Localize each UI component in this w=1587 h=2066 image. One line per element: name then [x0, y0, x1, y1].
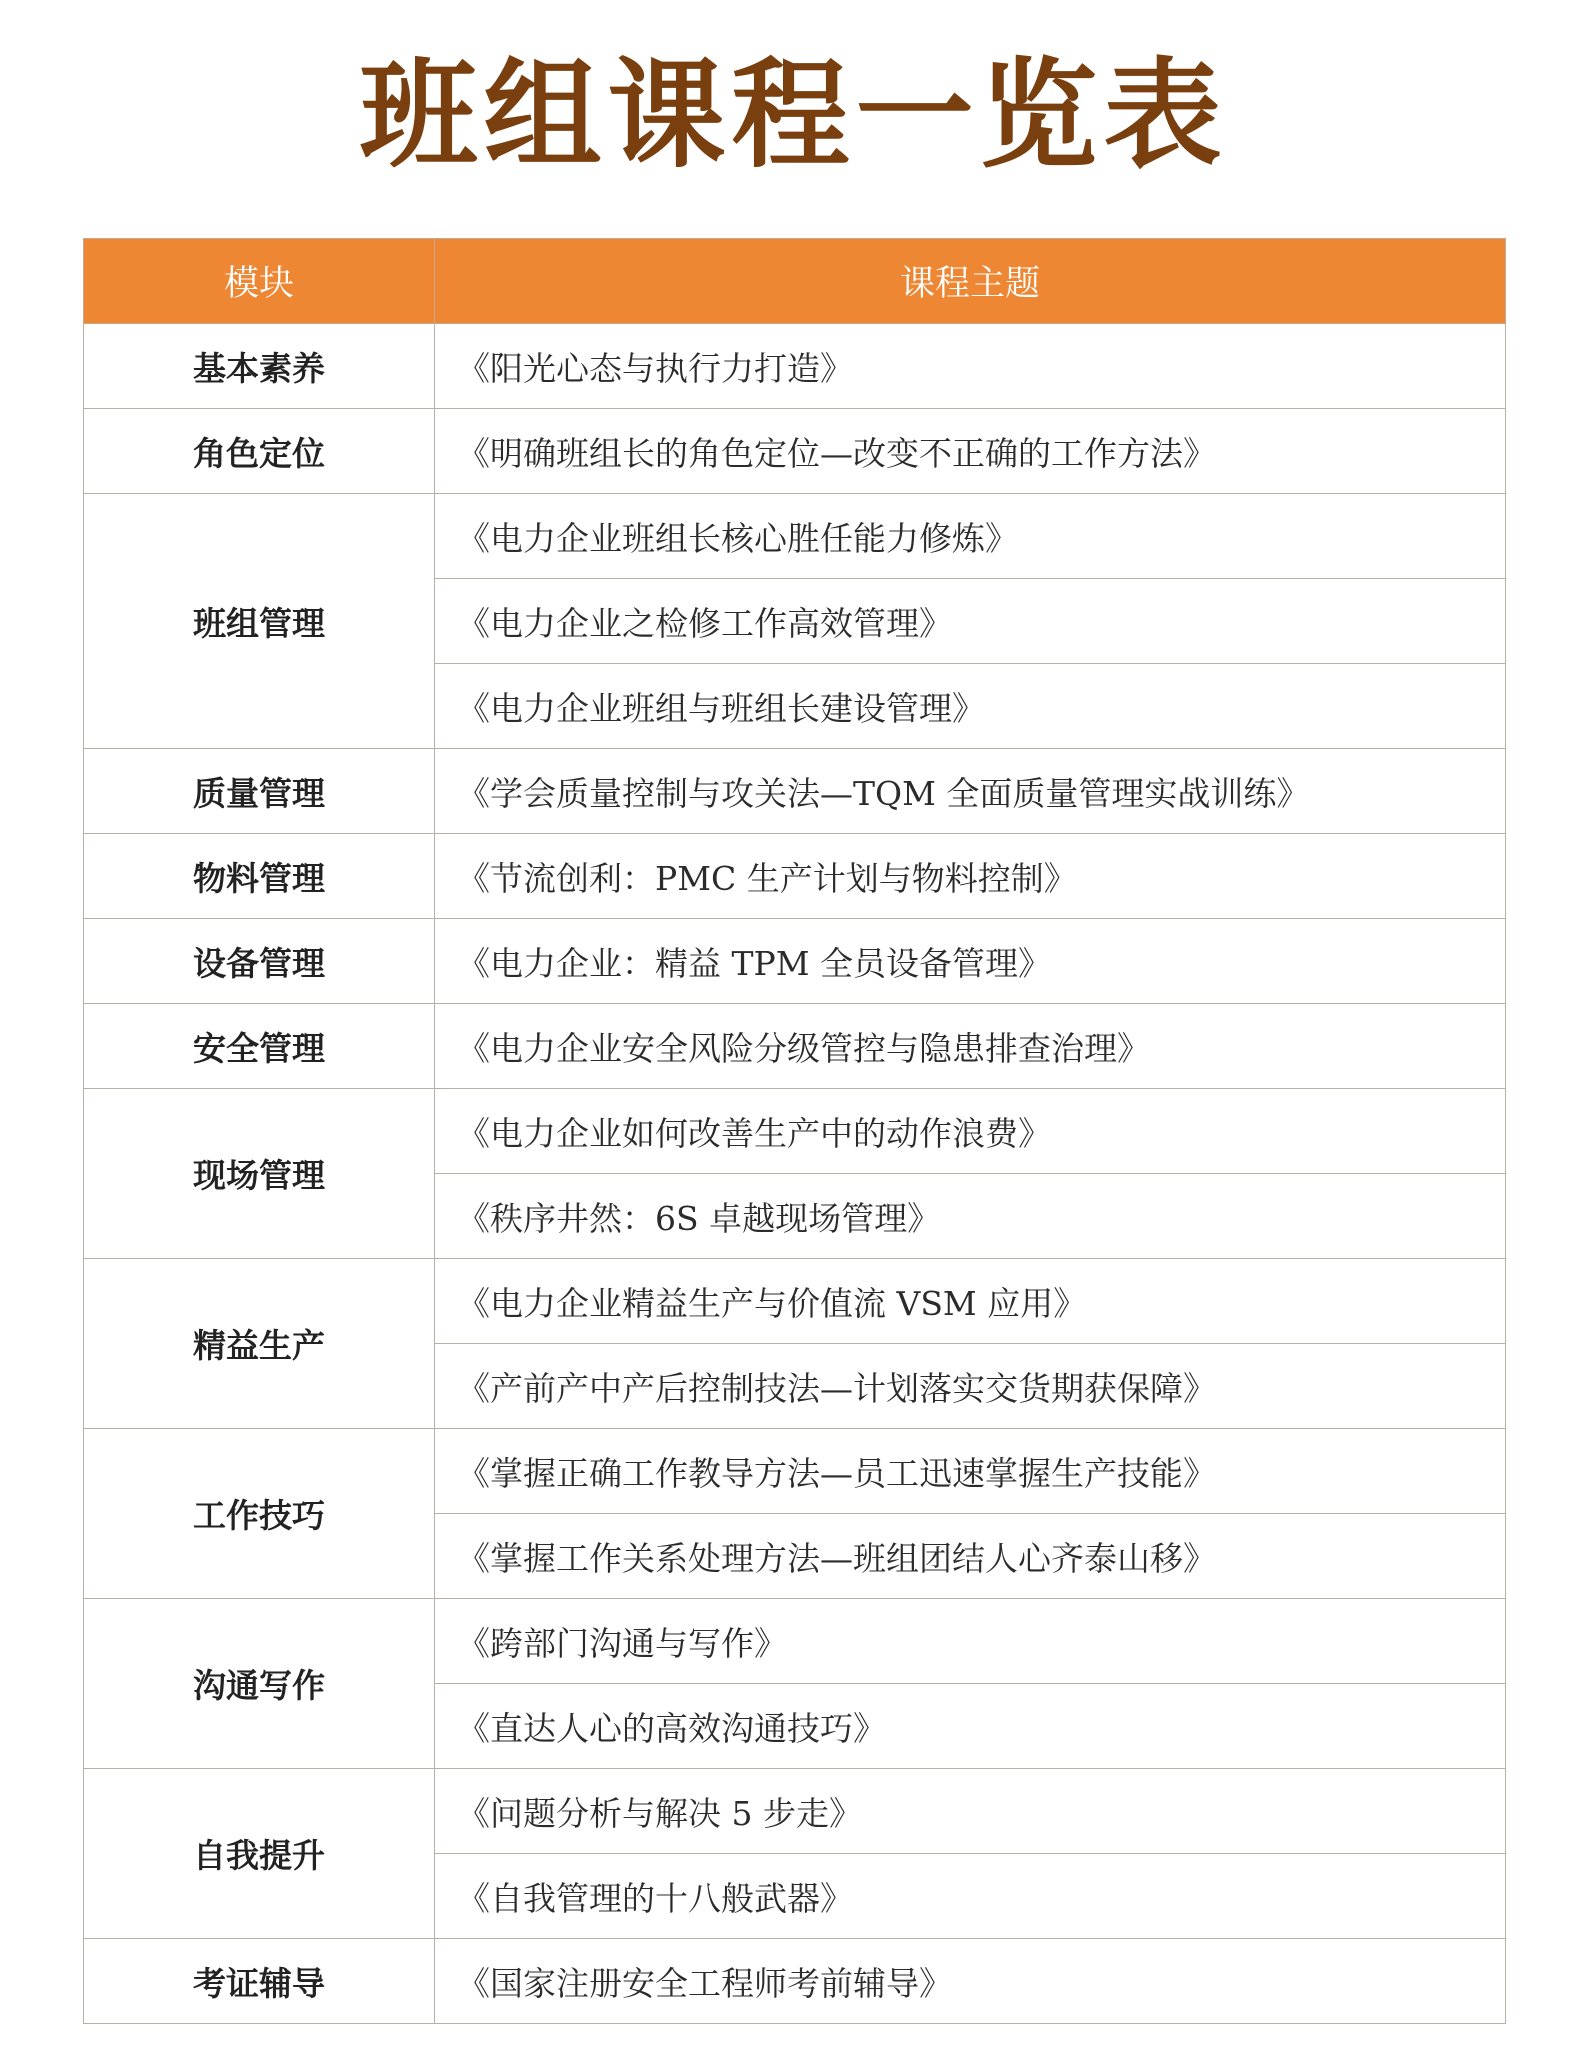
module-cell: 设备管理: [84, 919, 435, 1004]
module-cell: 班组管理: [84, 494, 435, 749]
table-row: [84, 1769, 1506, 1854]
topic-cell: 《电力企业如何改善生产中的动作浪费》: [435, 1089, 1506, 1174]
topic-cell: 《电力企业之检修工作高效管理》: [435, 579, 1506, 664]
topic-cell: 《电力企业精益生产与价值流 VSM 应用》: [435, 1259, 1506, 1344]
topic-cell: 《电力企业：精益 TPM 全员设备管理》: [435, 919, 1506, 1004]
table-row: [84, 1939, 1506, 2024]
topic-cell: 《秩序井然：6S 卓越现场管理》: [435, 1174, 1506, 1259]
module-cell: 基本素养: [84, 324, 435, 409]
table-row: [84, 1004, 1506, 1089]
topic-cell: 《学会质量控制与攻关法—TQM 全面质量管理实战训练》: [435, 749, 1506, 834]
table-row: [84, 1429, 1506, 1514]
module-cell: 精益生产: [84, 1259, 435, 1429]
topic-cell: 《自我管理的十八般武器》: [435, 1854, 1506, 1939]
table-row: [84, 1599, 1506, 1684]
table-row: [84, 494, 1506, 579]
table-row: [84, 919, 1506, 1004]
module-cell: 现场管理: [84, 1089, 435, 1259]
topic-cell: 《节流创利：PMC 生产计划与物料控制》: [435, 834, 1506, 919]
topic-cell: 《国家注册安全工程师考前辅导》: [435, 1939, 1506, 2024]
table-row: [84, 1259, 1506, 1344]
module-cell: 物料管理: [84, 834, 435, 919]
topic-cell: 《电力企业班组与班组长建设管理》: [435, 664, 1506, 749]
module-cell: 自我提升: [84, 1769, 435, 1939]
table-row: [84, 324, 1506, 409]
table-row: [84, 409, 1506, 494]
table-header-row: [84, 239, 1506, 324]
topic-cell: 《电力企业班组长核心胜任能力修炼》: [435, 494, 1506, 579]
table-row: [84, 749, 1506, 834]
page-title: 班组课程一览表: [359, 46, 1228, 184]
topic-cell: 《产前产中产后控制技法—计划落实交货期获保障》: [435, 1344, 1506, 1429]
table-row: [84, 834, 1506, 919]
topic-cell: 《掌握工作关系处理方法—班组团结人心齐泰山移》: [435, 1514, 1506, 1599]
module-cell: 考证辅导: [84, 1939, 435, 2024]
topic-cell: 《掌握正确工作教导方法—员工迅速掌握生产技能》: [435, 1429, 1506, 1514]
module-cell: 质量管理: [84, 749, 435, 834]
module-cell: 安全管理: [84, 1004, 435, 1089]
module-cell: 沟通写作: [84, 1599, 435, 1769]
module-cell: 角色定位: [84, 409, 435, 494]
course-table: [83, 238, 1506, 2024]
topic-cell: 《问题分析与解决 5 步走》: [435, 1769, 1506, 1854]
topic-cell: 《电力企业安全风险分级管控与隐患排查治理》: [435, 1004, 1506, 1089]
module-cell: 工作技巧: [84, 1429, 435, 1599]
module-column-header: 模块: [84, 239, 435, 324]
topic-cell: 《直达人心的高效沟通技巧》: [435, 1684, 1506, 1769]
topic-cell: 《跨部门沟通与写作》: [435, 1599, 1506, 1684]
topic-cell: 《阳光心态与执行力打造》: [435, 324, 1506, 409]
topic-cell: 《明确班组长的角色定位—改变不正确的工作方法》: [435, 409, 1506, 494]
topic-column-header: 课程主题: [435, 239, 1506, 324]
table-row: [84, 1089, 1506, 1174]
